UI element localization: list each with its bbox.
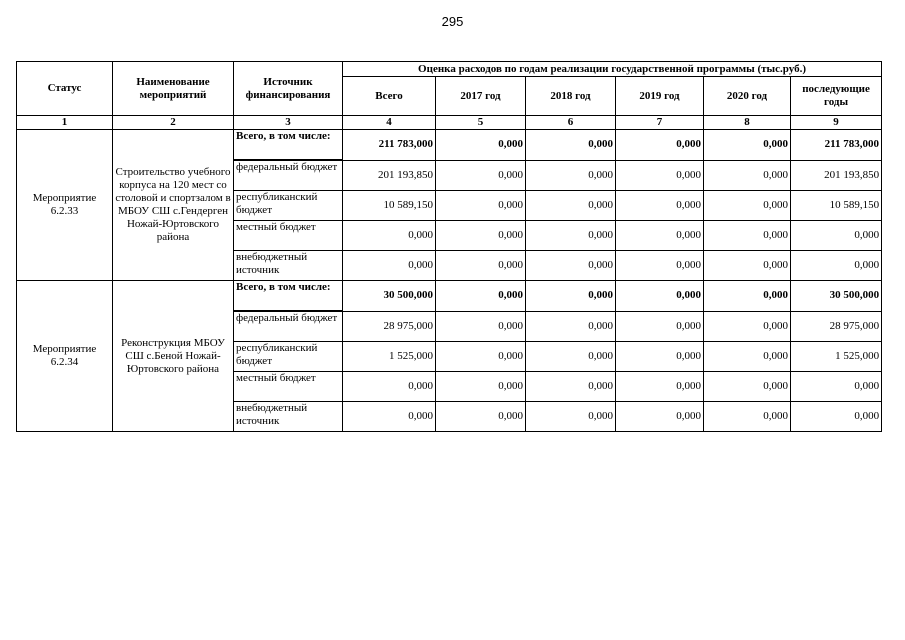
amount-cell: 0,000 (791, 221, 882, 251)
amount-cell: 211 783,000 (791, 130, 882, 161)
table-row (17, 281, 882, 312)
amount-cell: 0,000 (791, 372, 882, 402)
funding-source: федеральный бюджет (234, 311, 343, 342)
budget-table (16, 61, 882, 432)
amount-cell: 0,000 (616, 191, 704, 221)
amount-cell: 0,000 (704, 130, 791, 161)
column-number: 1 (17, 116, 113, 130)
amount-cell: 0,000 (526, 311, 616, 342)
funding-source: Всего, в том числе: (234, 281, 343, 312)
amount-cell: 0,000 (526, 372, 616, 402)
amount-cell: 0,000 (616, 402, 704, 432)
column-number-row (17, 116, 882, 130)
amount-cell: 0,000 (436, 191, 526, 221)
funding-source: местный бюджет (234, 372, 343, 402)
amount-cell: 0,000 (526, 221, 616, 251)
column-number: 4 (343, 116, 436, 130)
amount-cell: 0,000 (616, 130, 704, 161)
amount-cell: 0,000 (436, 251, 526, 281)
measure-name: Реконструкция МБОУ СШ с.Беной Ножай-Юртовского района (113, 281, 234, 432)
amount-cell: 0,000 (704, 221, 791, 251)
header-total: Всего (343, 77, 436, 116)
amount-cell: 211 783,000 (343, 130, 436, 161)
column-number: 5 (436, 116, 526, 130)
amount-cell: 0,000 (704, 372, 791, 402)
amount-cell: 0,000 (436, 281, 526, 312)
amount-cell: 0,000 (343, 221, 436, 251)
amount-cell: 1 525,000 (791, 342, 882, 372)
column-number: 3 (234, 116, 343, 130)
amount-cell: 0,000 (526, 281, 616, 312)
amount-cell: 0,000 (343, 372, 436, 402)
amount-cell: 0,000 (704, 191, 791, 221)
amount-cell: 30 500,000 (791, 281, 882, 312)
amount-cell: 0,000 (791, 251, 882, 281)
page-number: 295 (441, 14, 464, 29)
measure-name: Строительство учебного корпуса на 120 мест со столовой и спортзалом в МБОУ СШ с.Гендерген Ножай-Юртовского района (113, 130, 234, 281)
header-2017: 2017 год (436, 77, 526, 116)
header-later-years: последующие годы (791, 77, 882, 116)
funding-source: внебюджетный источник (234, 402, 343, 432)
funding-source: местный бюджет (234, 221, 343, 251)
amount-cell: 201 193,850 (791, 160, 882, 191)
amount-cell: 28 975,000 (343, 311, 436, 342)
header-2019: 2019 год (616, 77, 704, 116)
funding-source: республиканский бюджет (234, 342, 343, 372)
amount-cell: 0,000 (704, 402, 791, 432)
amount-cell: 0,000 (791, 402, 882, 432)
amount-cell: 0,000 (616, 311, 704, 342)
column-number: 2 (113, 116, 234, 130)
amount-cell: 0,000 (526, 402, 616, 432)
amount-cell: 0,000 (704, 160, 791, 191)
table-body (17, 116, 882, 432)
header-status: Статус (17, 62, 113, 116)
amount-cell: 0,000 (526, 160, 616, 191)
amount-cell: 0,000 (526, 130, 616, 161)
funding-source: федеральный бюджет (234, 160, 343, 191)
header-name: Наименование мероприятий (113, 62, 234, 116)
amount-cell: 0,000 (616, 342, 704, 372)
funding-source: Всего, в том числе: (234, 130, 343, 161)
amount-cell: 0,000 (704, 342, 791, 372)
amount-cell: 201 193,850 (343, 160, 436, 191)
amount-cell: 1 525,000 (343, 342, 436, 372)
header-source: Источник финансирования (234, 62, 343, 116)
amount-cell: 0,000 (436, 311, 526, 342)
amount-cell: 0,000 (616, 221, 704, 251)
column-number: 6 (526, 116, 616, 130)
amount-cell: 0,000 (436, 342, 526, 372)
amount-cell: 0,000 (436, 402, 526, 432)
amount-cell: 0,000 (616, 251, 704, 281)
column-number: 7 (616, 116, 704, 130)
amount-cell: 0,000 (616, 160, 704, 191)
amount-cell: 0,000 (436, 372, 526, 402)
amount-cell: 28 975,000 (791, 311, 882, 342)
funding-source: республиканский бюджет (234, 191, 343, 221)
amount-cell: 0,000 (436, 130, 526, 161)
amount-cell: 0,000 (436, 160, 526, 191)
amount-cell: 0,000 (343, 402, 436, 432)
amount-cell: 0,000 (616, 281, 704, 312)
amount-cell: 0,000 (704, 251, 791, 281)
amount-cell: 10 589,150 (343, 191, 436, 221)
measure-status: Мероприятие 6.2.33 (17, 130, 113, 281)
column-number: 9 (791, 116, 882, 130)
funding-source: внебюджетный источник (234, 251, 343, 281)
table-row (17, 130, 882, 161)
amount-cell: 0,000 (704, 311, 791, 342)
header-expenses-group: Оценка расходов по годам реализации государственной программы (тыс.руб.) (343, 62, 882, 77)
header-2020: 2020 год (704, 77, 791, 116)
amount-cell: 0,000 (526, 342, 616, 372)
amount-cell: 0,000 (436, 221, 526, 251)
amount-cell: 0,000 (616, 372, 704, 402)
column-number: 8 (704, 116, 791, 130)
amount-cell: 0,000 (704, 281, 791, 312)
amount-cell: 0,000 (526, 251, 616, 281)
amount-cell: 30 500,000 (343, 281, 436, 312)
header-2018: 2018 год (526, 77, 616, 116)
amount-cell: 0,000 (343, 251, 436, 281)
measure-status: Мероприятие 6.2.34 (17, 281, 113, 432)
amount-cell: 10 589,150 (791, 191, 882, 221)
amount-cell: 0,000 (526, 191, 616, 221)
